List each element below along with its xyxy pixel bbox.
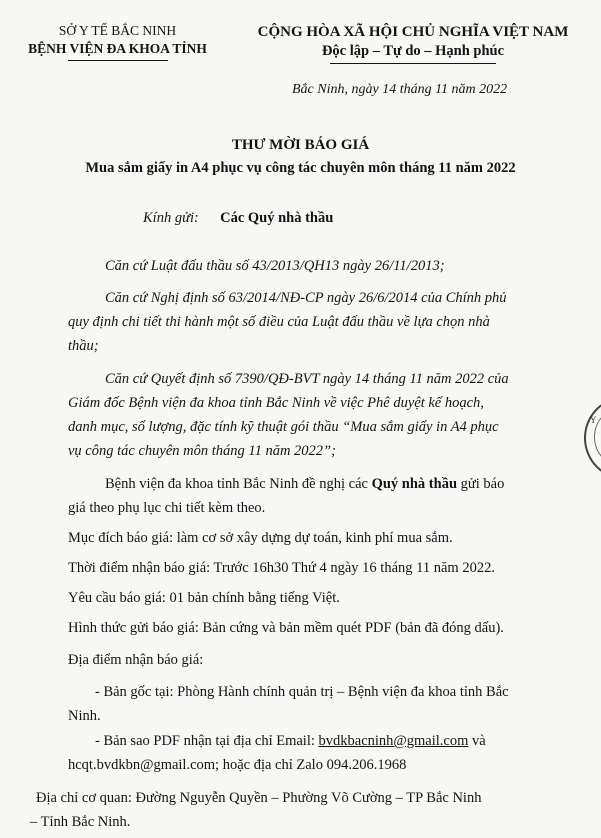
pdf-copy-line2: hcqt.bvdkbn@gmail.com; hoặc địa chỉ Zalo 094.206.1968 (68, 757, 407, 773)
recipient (143, 210, 333, 227)
request-line1 (105, 476, 504, 493)
document-title: THƯ MỜI BÁO GIÁ (231, 137, 370, 153)
purpose-line: Mục đích báo giá: làm cơ sở xây dựng dự toán, kinh phí mua sắm. (68, 530, 453, 546)
recipient-name: Các Quý nhà thầu (220, 210, 334, 226)
email-link[interactable]: bvdkbacninh@gmail.com (318, 733, 469, 749)
request-text-c: gửi báo (457, 476, 505, 492)
submission-form-line: Hình thức gửi báo giá: Bản cứng và bản mềm quét PDF (bản đã đóng dấu). (68, 620, 504, 636)
recipient-label: Kính gửi: (143, 210, 199, 226)
agency-name: SỞ Y TẾ BẮC NINH (58, 23, 177, 38)
original-copy-line2: Ninh. (68, 708, 101, 724)
legal-basis-2-line2: quy định chi tiết thi hành một số điều của Luật đấu thầu về lựa chọn nhà (68, 314, 490, 330)
legal-basis-2-line1: Căn cứ Nghị định số 63/2014/NĐ-CP ngày 26/6/2014 của Chính phủ (105, 290, 507, 306)
date-line: Bắc Ninh, ngày 14 tháng 11 năm 2022 (292, 82, 508, 97)
address-line2: – Tỉnh Bắc Ninh. (30, 814, 131, 830)
pdf-copy-text: - Bản sao PDF nhận tại địa chỉ Email: (95, 733, 319, 749)
national-title: CỘNG HÒA XÃ HỘI CHỦ NGHĨA VIỆT NAM (257, 24, 569, 40)
original-copy-line1: - Bản gốc tại: Phòng Hành chính quản trị – Bệnh viện đa khoa tỉnh Bắc (95, 684, 509, 700)
legal-basis-3-line4: vụ công tác chuyên môn tháng 11 năm 2022”; (68, 443, 336, 459)
legal-basis-3-line1: Căn cứ Quyết định số 7390/QĐ-BVT ngày 14 tháng 11 năm 2022 của (105, 371, 509, 387)
address-line1: Địa chỉ cơ quan: Đường Nguyễn Quyền – Phường Võ Cường – TP Bắc Ninh (36, 790, 482, 806)
right-header-rule (330, 63, 496, 64)
pdf-copy-and: và (468, 733, 486, 749)
stamp-letter: Y (590, 415, 597, 425)
legal-basis-2-line3: thầu; (68, 338, 99, 354)
deadline-line: Thời điểm nhận báo giá: Trước 16h30 Thứ 4 ngày 16 tháng 11 năm 2022. (68, 560, 495, 576)
request-text-a: Bệnh viện đa khoa tỉnh Bắc Ninh đề nghị các (105, 476, 372, 492)
legal-basis-3-line2: Giám đốc Bệnh viện đa khoa tỉnh Bắc Ninh về việc Phê duyệt kế hoạch, (68, 395, 484, 411)
request-line2: giá theo phụ lục chi tiết kèm theo. (68, 500, 266, 516)
pdf-copy-line1 (95, 733, 486, 750)
request-text-bold: Quý nhà thầu (371, 476, 458, 492)
legal-basis-1: Căn cứ Luật đấu thầu số 43/2013/QH13 ngày 26/11/2013; (105, 258, 445, 274)
document-subtitle: Mua sắm giấy in A4 phục vụ công tác chuyên môn tháng 11 năm 2022 (85, 160, 516, 176)
requirement-line: Yêu cầu báo giá: 01 bản chính bằng tiếng Việt. (68, 590, 340, 606)
location-label: Địa điểm nhận báo giá: (68, 652, 204, 668)
national-motto: Độc lập – Tự do – Hạnh phúc (321, 43, 505, 59)
left-header-rule (68, 60, 168, 61)
legal-basis-3-line3: danh mục, số lượng, đặc tính kỹ thuật gói thầu “Mua sắm giấy in A4 phục (68, 419, 499, 435)
hospital-name: BỆNH VIỆN ĐA KHOA TỈNH (28, 41, 207, 56)
